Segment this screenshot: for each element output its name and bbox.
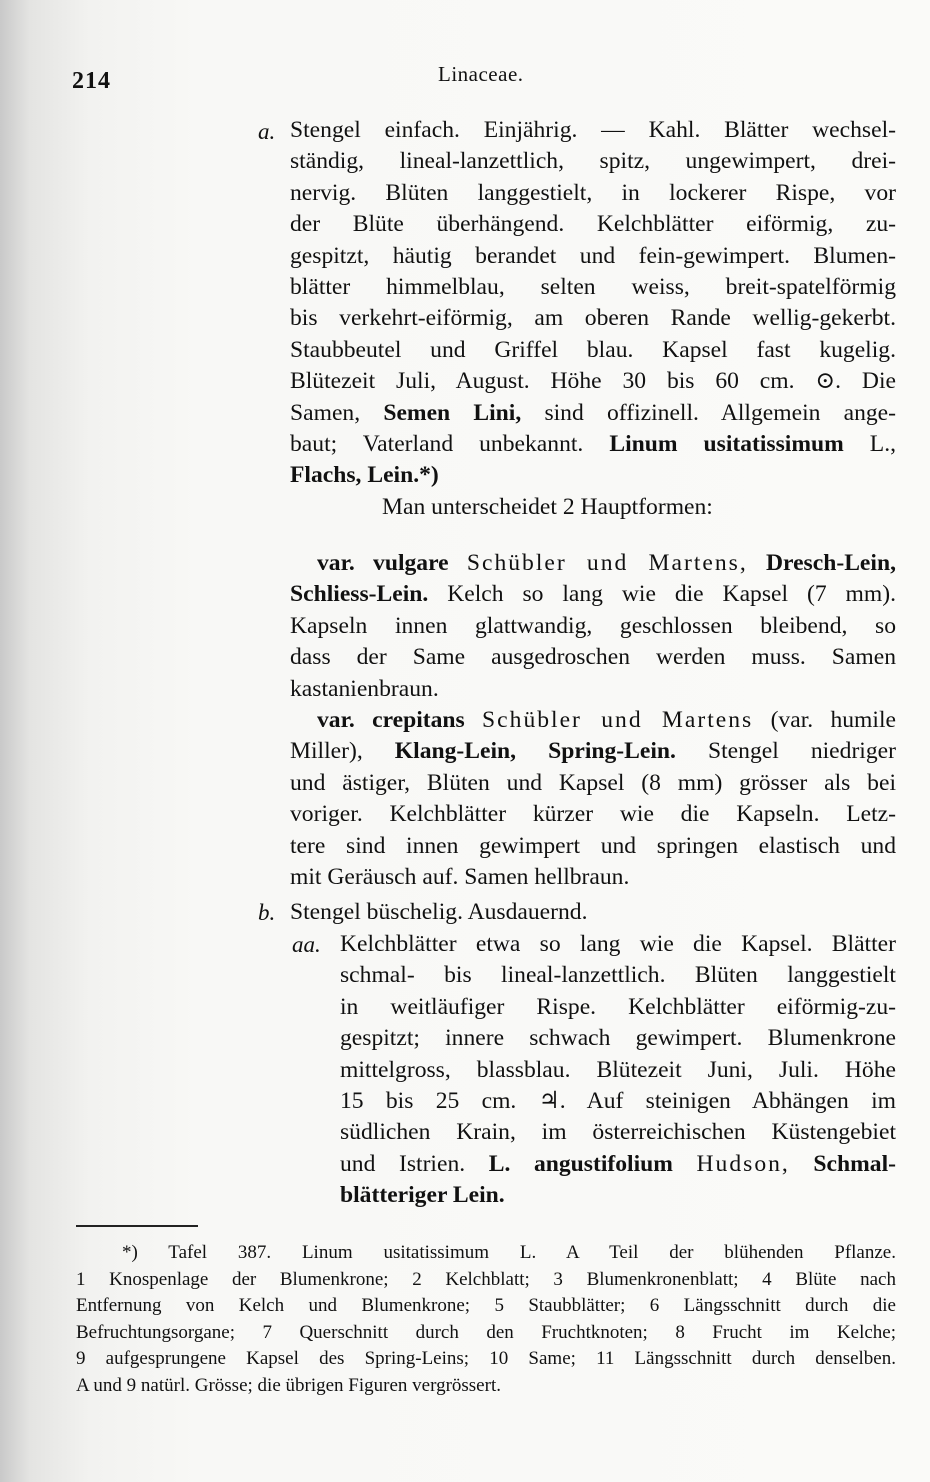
text-line — [290, 705, 896, 736]
variety-name: var. vulgare — [317, 550, 449, 576]
section-b-text — [290, 897, 896, 928]
text-line: 15 bis 25 cm. ♃. Auf steinigen Abhängen im — [340, 1087, 896, 1114]
text-line: der Blüte überhängend. Kelchblätter eiförmig, zu- — [290, 211, 896, 238]
species-name: L. angustifolium — [488, 1150, 673, 1177]
text-line: mittelgross, blassblau. Blütezeit Juni, Juli. Höhe — [340, 1056, 896, 1083]
text-line: tere sind innen gewimpert und springen elastisch und — [290, 832, 896, 859]
text-line — [340, 1149, 896, 1180]
text-run: Kelch so lang wie die Kapsel (7 mm). — [428, 581, 896, 608]
text-run: Samen, — [290, 399, 384, 426]
drug-name: Semen Lini, — [383, 399, 522, 426]
author-name: Schübler und Martens — [482, 707, 754, 733]
text-line — [290, 579, 896, 610]
section-a-marker: a. — [258, 119, 276, 144]
author-name: Schübler und Martens, — [466, 550, 748, 576]
text-line: Blütezeit Juli, August. Höhe 30 bis 60 cm. ⊙. Die — [290, 368, 896, 395]
variety-name: var. crepitans — [317, 707, 465, 733]
text-line: mit Geräusch auf. Samen hellbraun. — [290, 863, 630, 890]
text-line: dass der Same ausgedroschen werden muss. Samen — [290, 644, 896, 671]
footnote — [76, 1240, 896, 1399]
text-line — [290, 398, 896, 429]
text-line: südlichen Krain, im österreichischen Küstengebiet — [340, 1119, 896, 1146]
text-line: Stengel büschelig. Ausdauernd. — [290, 899, 588, 925]
text-line: in weitläufiger Rispe. Kelchblätter eiförmig-zu- — [340, 993, 896, 1020]
text-run: Stengel niedriger — [675, 738, 896, 765]
text-line: ständig, lineal-lanzettlich, spitz, ungewimpert, drei- — [290, 148, 896, 175]
running-title: Linaceae. — [438, 62, 524, 86]
section-b-marker: b. — [258, 900, 276, 925]
footnote-line: Befruchtungsorgane; 7 Querschnitt durch den Fruchtknoten; 8 Frucht im Kelche; — [76, 1321, 896, 1343]
common-name: Klang-Lein, Spring-Lein. — [394, 738, 676, 765]
var-vulgare — [290, 548, 896, 705]
section-aa-marker: aa. — [292, 932, 321, 957]
text-run: Miller), — [290, 738, 395, 765]
footnote-line: A und 9 natürl. Grösse; die übrigen Figuren vergrössert. — [76, 1374, 501, 1396]
text-line: blätter himmelblau, selten weiss, breit-spatelförmig — [290, 273, 896, 300]
text-line: Stengel einfach. Einjährig. — Kahl. Blätter wechsel- — [290, 117, 896, 143]
text-line: bis verkehrt-eiförmig, am oberen Rande wellig-gekerbt. — [290, 305, 896, 332]
text-run: sind offizinell. Allgemein ange- — [521, 399, 897, 426]
footnote-line: 9 aufgesprungene Kapsel des Spring-Leins; 10 Same; 11 Längsschnitt durch denselben. — [76, 1348, 896, 1369]
common-name: Dresch-Lein, — [766, 550, 896, 576]
page-number: 214 — [72, 68, 111, 94]
common-name: Schliess-Lein. — [290, 581, 429, 608]
text-line — [290, 548, 896, 579]
text-line — [290, 429, 896, 460]
forms-intro: Man unterscheidet 2 Hauptformen: — [382, 493, 713, 520]
var-crepitans — [290, 705, 896, 893]
text-line: Kapseln innen glattwandig, geschlossen bleibend, so — [290, 612, 896, 639]
footnote-line: Entfernung von Kelch und Blumenkrone; 5 Staubblätter; 6 Längsschnitt durch die — [76, 1295, 896, 1316]
section-a-text — [290, 115, 896, 523]
text-line: Staubbeutel und Griffel blau. Kapsel fast kugelig. — [290, 336, 896, 363]
common-name: blätteriger Lein. — [340, 1182, 505, 1209]
text-line: kastanienbraun. — [290, 675, 439, 702]
text-line: schmal- bis lineal-lanzettlich. Blüten langgestielt — [340, 962, 896, 989]
text-line: nervig. Blüten langgestielt, in lockerer Rispe, vor — [290, 179, 896, 206]
species-name: Linum usitatissimum — [609, 430, 844, 457]
footnote-rule — [76, 1225, 198, 1227]
text-run: L., — [843, 430, 897, 457]
text-line — [290, 736, 896, 767]
text-run: und Istrien. — [340, 1150, 489, 1177]
footnote-line: 1 Knospenlage der Blumenkrone; 2 Kelchblatt; 3 Blumenkronenblatt; 4 Blüte nach — [76, 1268, 896, 1290]
text-line: Kelchblätter etwa so lang wie die Kapsel. Blätter — [340, 931, 896, 957]
common-name: Flachs, Lein.*) — [290, 462, 439, 489]
text-run: (var. humile — [753, 707, 896, 733]
text-line: gespitzt, häutig berandet und fein-gewimpert. Blumen- — [290, 242, 896, 269]
footnote-line: *) Tafel 387. Linum usitatissimum L. A Teil der blühenden Pflanze. — [122, 1242, 896, 1263]
common-name: Schmal- — [813, 1150, 896, 1177]
text-run: baut; Vaterland unbekannt. — [290, 430, 610, 457]
text-line: gespitzt; innere schwach gewimpert. Blumenkrone — [340, 1025, 896, 1052]
text-line: voriger. Kelchblätter kürzer wie die Kapseln. Letz- — [290, 801, 896, 828]
text-line: und ästiger, Blüten und Kapsel (8 mm) grösser als bei — [290, 769, 896, 796]
section-aa-text — [340, 929, 896, 1212]
author-name: Hudson, — [696, 1150, 790, 1177]
page-header — [72, 60, 892, 94]
